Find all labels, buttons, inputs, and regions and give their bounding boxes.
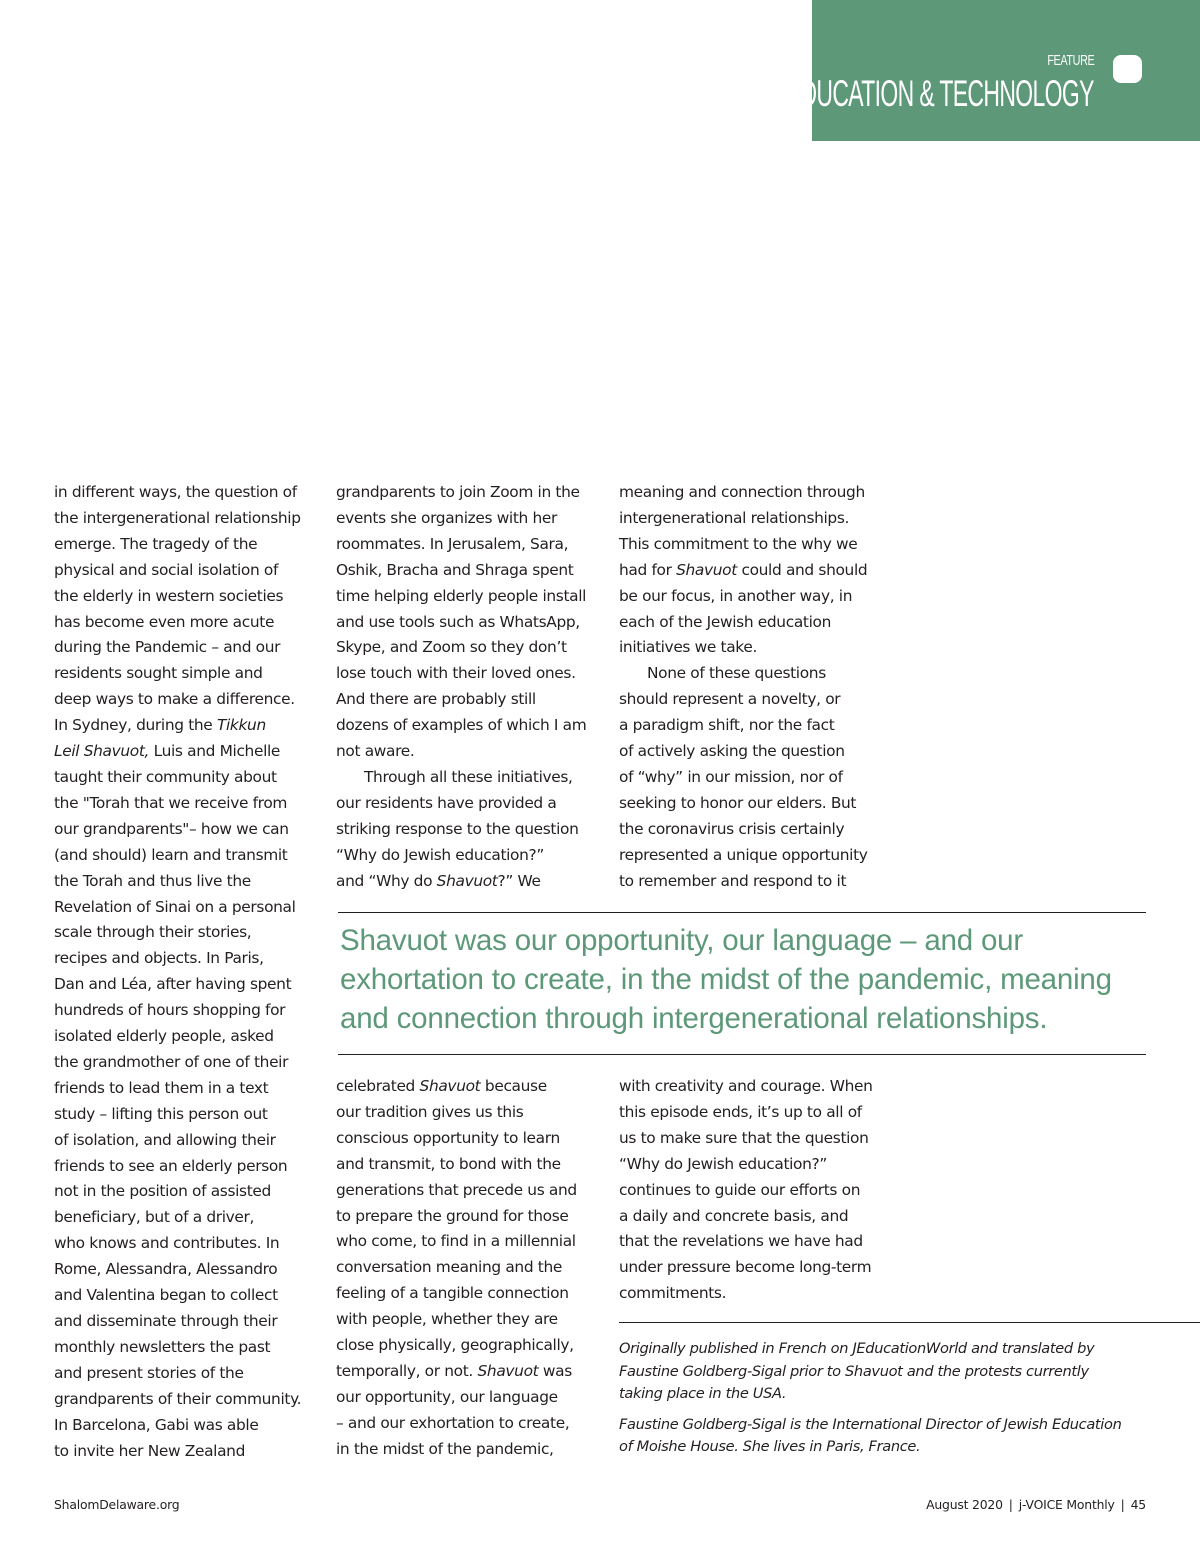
article-column-2-top: [336, 480, 598, 895]
footer-publication: j-VOICE Monthly: [1018, 1497, 1115, 1512]
text-run: could and should: [736, 560, 868, 579]
text-line: with creativity and courage. When: [619, 1077, 873, 1095]
text-line: should represent a novelty, or: [619, 690, 841, 709]
footer-page-number: 45: [1130, 1497, 1146, 1512]
text-line: This commitment to the why we: [619, 534, 858, 553]
text-line: and Valentina began to collect: [54, 1286, 278, 1305]
text-line: the Torah and thus live the: [54, 871, 251, 890]
text-line: [619, 558, 881, 584]
text-line: the "Torah that we receive from: [54, 793, 288, 812]
text-line: with people, whether they are: [336, 1310, 558, 1329]
italic-term: Shavuot: [419, 1077, 481, 1095]
pullquote-line: exhortation to create, in the midst of the pandemic, meaning: [340, 963, 1112, 996]
text-line: our tradition gives us this: [336, 1102, 524, 1121]
text-run: celebrated: [336, 1077, 420, 1095]
credits-author-bio: [619, 1414, 1159, 1459]
footer-separator: |: [1008, 1497, 1013, 1512]
text-line: dozens of examples of which I am: [336, 716, 587, 735]
article-credits: [619, 1338, 1159, 1467]
credits-line: taking place in the USA.: [619, 1385, 787, 1403]
text-line: our opportunity, our language: [336, 1387, 558, 1406]
pullquote-line: and connection through intergenerational relationships.: [340, 1002, 1048, 1035]
footer-page-info: [926, 1497, 1146, 1512]
pullquote-top-rule: [338, 912, 1146, 913]
text-line: the grandmother of one of their: [54, 1052, 289, 1071]
article-column-3-bottom: [619, 1074, 881, 1307]
text-line: “Why do Jewish education?”: [336, 845, 544, 864]
text-line: time helping elderly people install: [336, 586, 587, 605]
text-line: us to make sure that the question: [619, 1128, 869, 1147]
pullquote: [340, 921, 1160, 1038]
text-line: Revelation of Sinai on a personal: [54, 897, 296, 916]
text-line: [336, 869, 598, 895]
text-line: be our focus, in another way, in: [619, 586, 853, 605]
text-run: was: [538, 1361, 572, 1380]
text-line: intergenerational relationships.: [619, 508, 850, 527]
text-line: that the revelations we have had: [619, 1232, 863, 1251]
banner-kicker: FEATURE: [1046, 52, 1094, 69]
text-line: to prepare the ground for those: [336, 1206, 569, 1225]
text-line: striking response to the question: [336, 819, 579, 838]
text-line: in different ways, the question of: [54, 483, 297, 501]
text-line: our grandparents"– how we can: [54, 819, 289, 838]
text-line: residents sought simple and: [54, 664, 263, 683]
text-line: this episode ends, it’s up to all of: [619, 1102, 862, 1121]
credits-line: Faustine Goldberg-Sigal is the International Director of Jewish Education: [619, 1415, 1122, 1433]
text-run: because: [480, 1077, 547, 1095]
text-line: and present stories of the: [54, 1363, 244, 1382]
text-line: who come, to find in a millennial: [336, 1232, 576, 1251]
text-line: Oshik, Bracha and Shraga spent: [336, 560, 574, 579]
credits-line: of Moishe House. She lives in Paris, France.: [619, 1438, 921, 1456]
text-line: [54, 713, 316, 739]
text-line: deep ways to make a difference.: [54, 690, 295, 709]
banner-title: EDUCATION & TECHNOLOGY: [786, 73, 1094, 114]
text-line: hundreds of hours shopping for: [54, 1001, 286, 1020]
text-line: and transmit, to bond with the: [336, 1154, 561, 1173]
text-line: the coronavirus crisis certainly: [619, 819, 845, 838]
text-line: events she organizes with her: [336, 508, 557, 527]
text-line: continues to guide our efforts on: [619, 1180, 861, 1199]
text-run: and “Why do: [336, 871, 437, 890]
text-line: lose touch with their loved ones.: [336, 664, 576, 683]
text-line: initiatives we take.: [619, 638, 757, 657]
text-line: monthly newsletters the past: [54, 1337, 271, 1356]
italic-term: Shavuot: [436, 871, 498, 890]
text-run: Luis and Michelle: [149, 742, 281, 761]
text-line: the elderly in western societies: [54, 586, 284, 605]
section-banner: [786, 0, 1200, 141]
text-line: study – lifting this person out: [54, 1104, 268, 1123]
text-line: grandparents of their community.: [54, 1389, 302, 1408]
pullquote-bottom-rule: [338, 1054, 1146, 1055]
footer-date: August 2020: [926, 1497, 1003, 1512]
text-line: a paradigm shift, nor the fact: [619, 716, 835, 735]
text-line: feeling of a tangible connection: [336, 1284, 569, 1303]
text-line: of “why” in our mission, nor of: [619, 767, 843, 786]
text-line: of isolation, and allowing their: [54, 1130, 276, 1149]
text-line: Rome, Alessandra, Alessandro: [54, 1260, 278, 1279]
banner-tab-shape: [1113, 55, 1142, 83]
footer-website: ShalomDelaware.org: [54, 1497, 180, 1512]
text-run: ?” We: [497, 871, 541, 890]
text-line: emerge. The tragedy of the: [54, 534, 258, 553]
text-line: Dan and Léa, after having spent: [54, 975, 292, 994]
text-line: who knows and contributes. In: [54, 1234, 280, 1253]
text-line: recipes and objects. In Paris,: [54, 949, 264, 968]
text-line: isolated elderly people, asked: [54, 1027, 274, 1046]
text-line: And there are probably still: [336, 690, 536, 709]
text-line: None of these questions: [647, 664, 826, 683]
text-line: physical and social isolation of: [54, 560, 279, 579]
text-line: commitments.: [619, 1284, 727, 1303]
text-line: In Barcelona, Gabi was able: [54, 1415, 259, 1434]
text-line: friends to see an elderly person: [54, 1156, 288, 1175]
text-line: (and should) learn and transmit: [54, 845, 288, 864]
text-line: conversation meaning and the: [336, 1258, 563, 1277]
text-line: conscious opportunity to learn: [336, 1128, 560, 1147]
italic-term: Shavuot: [477, 1361, 539, 1380]
text-line: not aware.: [336, 742, 415, 761]
text-line: under pressure become long-term: [619, 1258, 872, 1277]
italic-term: Leil Shavuot,: [54, 742, 150, 761]
footer-separator: |: [1120, 1497, 1125, 1512]
text-run: had for: [619, 560, 677, 579]
text-line: roommates. In Jerusalem, Sara,: [336, 534, 569, 553]
text-line: each of the Jewish education: [619, 612, 831, 631]
text-line: the intergenerational relationship: [54, 508, 301, 527]
text-line: not in the position of assisted: [54, 1182, 271, 1201]
text-line: and use tools such as WhatsApp,: [336, 612, 580, 631]
text-run: temporally, or not.: [336, 1361, 478, 1380]
text-line: of actively asking the question: [619, 742, 845, 761]
text-line: beneficiary, but of a driver,: [54, 1208, 255, 1227]
credits-line: Faustine Goldberg-Sigal prior to Shavuot and the protests currently: [619, 1362, 1089, 1380]
text-line: taught their community about: [54, 767, 277, 786]
credits-line: Originally published in French on JEducationWorld and translated by: [619, 1340, 1095, 1357]
article-column-3-top: [619, 480, 881, 895]
text-line: [54, 739, 316, 765]
text-line: Through all these initiatives,: [364, 767, 573, 786]
text-line: meaning and connection through: [619, 483, 865, 501]
text-line: to remember and respond to it: [619, 871, 847, 890]
text-line: has become even more acute: [54, 612, 275, 631]
text-line: represented a unique opportunity: [619, 845, 868, 864]
text-line: seeking to honor our elders. But: [619, 793, 857, 812]
text-line: close physically, geographically,: [336, 1336, 574, 1355]
text-line: during the Pandemic – and our: [54, 638, 281, 657]
text-line: scale through their stories,: [54, 923, 252, 942]
text-line: generations that precede us and: [336, 1180, 577, 1199]
text-line: [336, 1359, 598, 1385]
text-line: – and our exhortation to create,: [336, 1413, 570, 1432]
text-line: to invite her New Zealand: [54, 1441, 245, 1460]
text-line: Skype, and Zoom so they don’t: [336, 638, 567, 657]
text-line: in the midst of the pandemic,: [336, 1439, 554, 1458]
italic-term: Shavuot: [676, 560, 737, 579]
text-line: “Why do Jewish education?”: [619, 1154, 827, 1173]
text-line: a daily and concrete basis, and: [619, 1206, 849, 1225]
article-column-1: [54, 480, 316, 1464]
article-column-2-bottom: [336, 1074, 598, 1463]
text-line: friends to lead them in a text: [54, 1078, 269, 1097]
text-run: In Sydney, during the: [54, 716, 217, 735]
text-line: grandparents to join Zoom in the: [336, 483, 580, 501]
credits-rule: [619, 1322, 1200, 1323]
text-line: [336, 1074, 598, 1100]
pullquote-line: Shavuot was our opportunity, our language – and our: [340, 924, 1023, 957]
text-line: and disseminate through their: [54, 1312, 278, 1330]
italic-term: Tikkun: [216, 716, 266, 735]
text-line: our residents have provided a: [336, 793, 557, 812]
credits-origin: [619, 1338, 1159, 1406]
